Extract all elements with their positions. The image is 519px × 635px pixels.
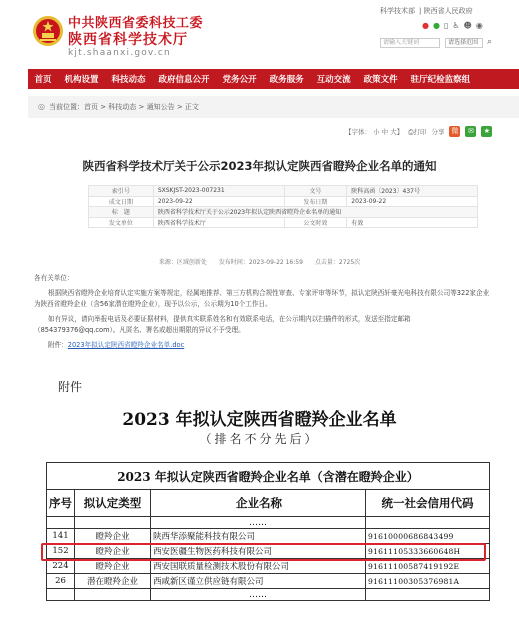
share-label: 分享: [431, 128, 445, 136]
meta-key: 发文单位: [89, 217, 154, 228]
nav-info-disclosure[interactable]: 政府信息公开: [158, 75, 210, 85]
meta-value: SXSKJST-2023-007231: [153, 186, 284, 197]
meta-value: 陕科高函〔2023〕437号: [347, 186, 478, 197]
row-number: 26: [47, 574, 75, 589]
table-row: [47, 574, 490, 589]
meta-row: [89, 196, 478, 207]
table-row: [47, 544, 490, 559]
article-meta-table: [88, 185, 478, 228]
ellipsis-cell: [47, 517, 75, 529]
meta-value: 2023-09-22: [153, 196, 284, 207]
meta-key: 索引号: [89, 186, 154, 197]
table-caption-row: [47, 463, 490, 490]
site-title-line2: 陕西省科学技术厅: [68, 32, 188, 48]
column-header: 拟认定类型: [75, 490, 151, 517]
row-type: 瞪羚企业: [75, 529, 151, 544]
row-credit-code: 91611105333660648H: [366, 544, 490, 559]
top-links: 科学技术部 | 陕西省人民政府: [380, 7, 473, 15]
font-size-label: 【字体：: [345, 128, 371, 136]
column-header: 统一社会信用代码: [366, 490, 490, 517]
elder-mode-icon[interactable]: ◉: [475, 21, 483, 30]
salutation: 各有关单位：: [34, 274, 74, 282]
printer-icon: ⎙: [408, 127, 414, 136]
meta-key: 文号: [284, 186, 347, 197]
row-credit-code: 91611100305376981A: [366, 574, 490, 589]
print-button[interactable]: [408, 127, 426, 137]
breadcrumb-label: 当前位置：: [48, 103, 84, 111]
meta-key: 标 题: [89, 207, 154, 218]
ellipsis-cell: [366, 589, 490, 601]
table-row: [47, 559, 490, 574]
site-title-line1: 中共陕西省委科技工委: [68, 16, 204, 31]
wechat-icon[interactable]: ●: [432, 21, 440, 30]
ellipsis-cell: ……: [151, 517, 366, 529]
meta-row: [89, 207, 478, 218]
row-type: 潜在瞪羚企业: [75, 574, 151, 589]
ellipsis-cell: [75, 589, 151, 601]
nav-news[interactable]: 科技动态: [111, 75, 146, 85]
link-province[interactable]: 陕西省人民政府: [423, 7, 473, 15]
nav-party-affairs[interactable]: 党务公开: [222, 75, 257, 85]
attachment-label: 附件：: [48, 341, 68, 349]
location-pin-icon: ◎: [38, 102, 45, 111]
print-label: 打印: [413, 127, 427, 136]
row-number: 141: [47, 529, 75, 544]
main-nav: [28, 69, 519, 89]
paragraph: 如有异议，请向举报电话及必要证据材料，提供真实联系姓名和有效联系电话，在公示期内以扫描件的形式，发送至指定邮箱（854379376@qq.com）。凡匿名、署名或超出期限的异议不予受理。: [34, 315, 411, 334]
row-company: 西安国联质量检测技术股份有限公司: [151, 559, 366, 574]
row-company: 西安医疆生物医药科技有限公司: [151, 544, 366, 559]
row-type: 瞪羚企业: [75, 559, 151, 574]
article-title: 陕西省科学技术厅关于公示2023年拟认定陕西省瞪羚企业名单的通知: [82, 159, 437, 173]
weibo-share-icon[interactable]: 微: [451, 127, 459, 135]
annex-subtitle: （排名不分先后）: [199, 432, 320, 446]
paragraph: 根据陕西省瞪羚企业培育认定实施方案等规定，经属地推荐、第三方机构合规性审查、专家评审等环节，拟认定陕西轩豪光电科技有限公司等322家企业为陕西省瞪羚企业（含56家潜在瞪羚企业），现予以公示，公示期为10个工作日。: [34, 289, 490, 308]
table-caption: 2023 年拟认定陕西省瞪羚企业名单（含潜在瞪羚企业）: [47, 463, 490, 490]
search-input[interactable]: 请输入关键词: [380, 38, 440, 48]
nav-services[interactable]: 政务服务: [269, 75, 304, 85]
enterprise-list-table: [46, 462, 490, 601]
meta-row: [89, 186, 478, 197]
site-header: [0, 0, 519, 72]
font-large-button[interactable]: 大: [390, 128, 397, 136]
qzone-share-icon[interactable]: ★: [481, 126, 492, 137]
font-small-button[interactable]: 小: [373, 128, 380, 136]
font-medium-button[interactable]: 中: [381, 128, 389, 136]
attachment-link[interactable]: 2023年拟认定陕西省瞪羚企业名单.doc: [67, 341, 185, 349]
nav-organization[interactable]: 机构设置: [64, 75, 99, 85]
meta-value: 有效: [347, 217, 478, 228]
breadcrumb-path[interactable]: 首页 > 科技动态 > 通知公告 > 正文: [83, 103, 199, 111]
user-icon[interactable]: ☻: [463, 21, 472, 30]
ellipsis-cell: ……: [151, 589, 366, 601]
meta-value: 2023-09-22: [347, 196, 478, 207]
row-number: 224: [47, 559, 75, 574]
link-most[interactable]: 科学技术部: [380, 7, 415, 15]
row-company: 西咸新区谨立供应链有限公司: [151, 574, 366, 589]
meta-row: [89, 217, 478, 228]
meta-key: 发布日期: [284, 196, 347, 207]
font-size-label-end: 】: [396, 128, 404, 136]
article-source-line: 来源：区域创新处 发布时间：2023-09-22 16:59 点击量：2725次: [158, 259, 361, 266]
search-icon[interactable]: ⌕: [487, 37, 493, 47]
top-icon-bar: [422, 21, 483, 30]
row-company: 陕西华添聚能科技有限公司: [151, 529, 366, 544]
mobile-icon[interactable]: ▯: [443, 21, 449, 30]
ellipsis-cell: [47, 589, 75, 601]
column-header: 序号: [47, 490, 75, 517]
attachment-line: [34, 340, 494, 351]
row-credit-code: 91611100587419192E: [366, 559, 490, 574]
search-scope-select[interactable]: 请选择范围: [445, 38, 483, 48]
annex-label: 附件: [58, 380, 83, 394]
column-header: 企业名称: [151, 490, 366, 517]
table-row: [47, 529, 490, 544]
nav-interaction[interactable]: 互动交流: [316, 75, 351, 85]
ellipsis-cell: [366, 517, 490, 529]
breadcrumb: [28, 96, 519, 118]
row-number: 152: [47, 544, 75, 559]
article-tools: [345, 126, 492, 137]
nav-policy[interactable]: 政策文件: [363, 75, 398, 85]
nav-inspection[interactable]: 驻厅纪检监察组: [410, 75, 471, 85]
meta-value: 陕西省科学技术厅关于公示2023年拟认定陕西省瞪羚企业名单的通知: [153, 207, 477, 218]
meta-value: 陕西省科学技术厅: [153, 217, 284, 228]
ellipsis-row: [47, 589, 490, 601]
meta-key: 成文日期: [89, 196, 154, 207]
row-type: 瞪羚企业: [75, 544, 151, 559]
national-emblem-icon: [32, 14, 64, 48]
accessibility-icon[interactable]: ♿: [452, 21, 460, 30]
table-header-row: [47, 490, 490, 517]
row-credit-code: 91610000686843499: [366, 529, 490, 544]
ellipsis-row: [47, 517, 490, 529]
wechat-share-icon[interactable]: ✉: [465, 126, 476, 137]
article-body: [34, 273, 494, 355]
ellipsis-cell: [75, 517, 151, 529]
weibo-icon[interactable]: ●: [422, 21, 429, 30]
site-domain: kjt.shaanxi.gov.cn: [68, 48, 171, 58]
nav-home[interactable]: 首页: [34, 75, 52, 85]
annex-title: 2023 年拟认定陕西省瞪羚企业名单: [122, 410, 397, 430]
meta-key: 公文时效: [284, 217, 347, 228]
